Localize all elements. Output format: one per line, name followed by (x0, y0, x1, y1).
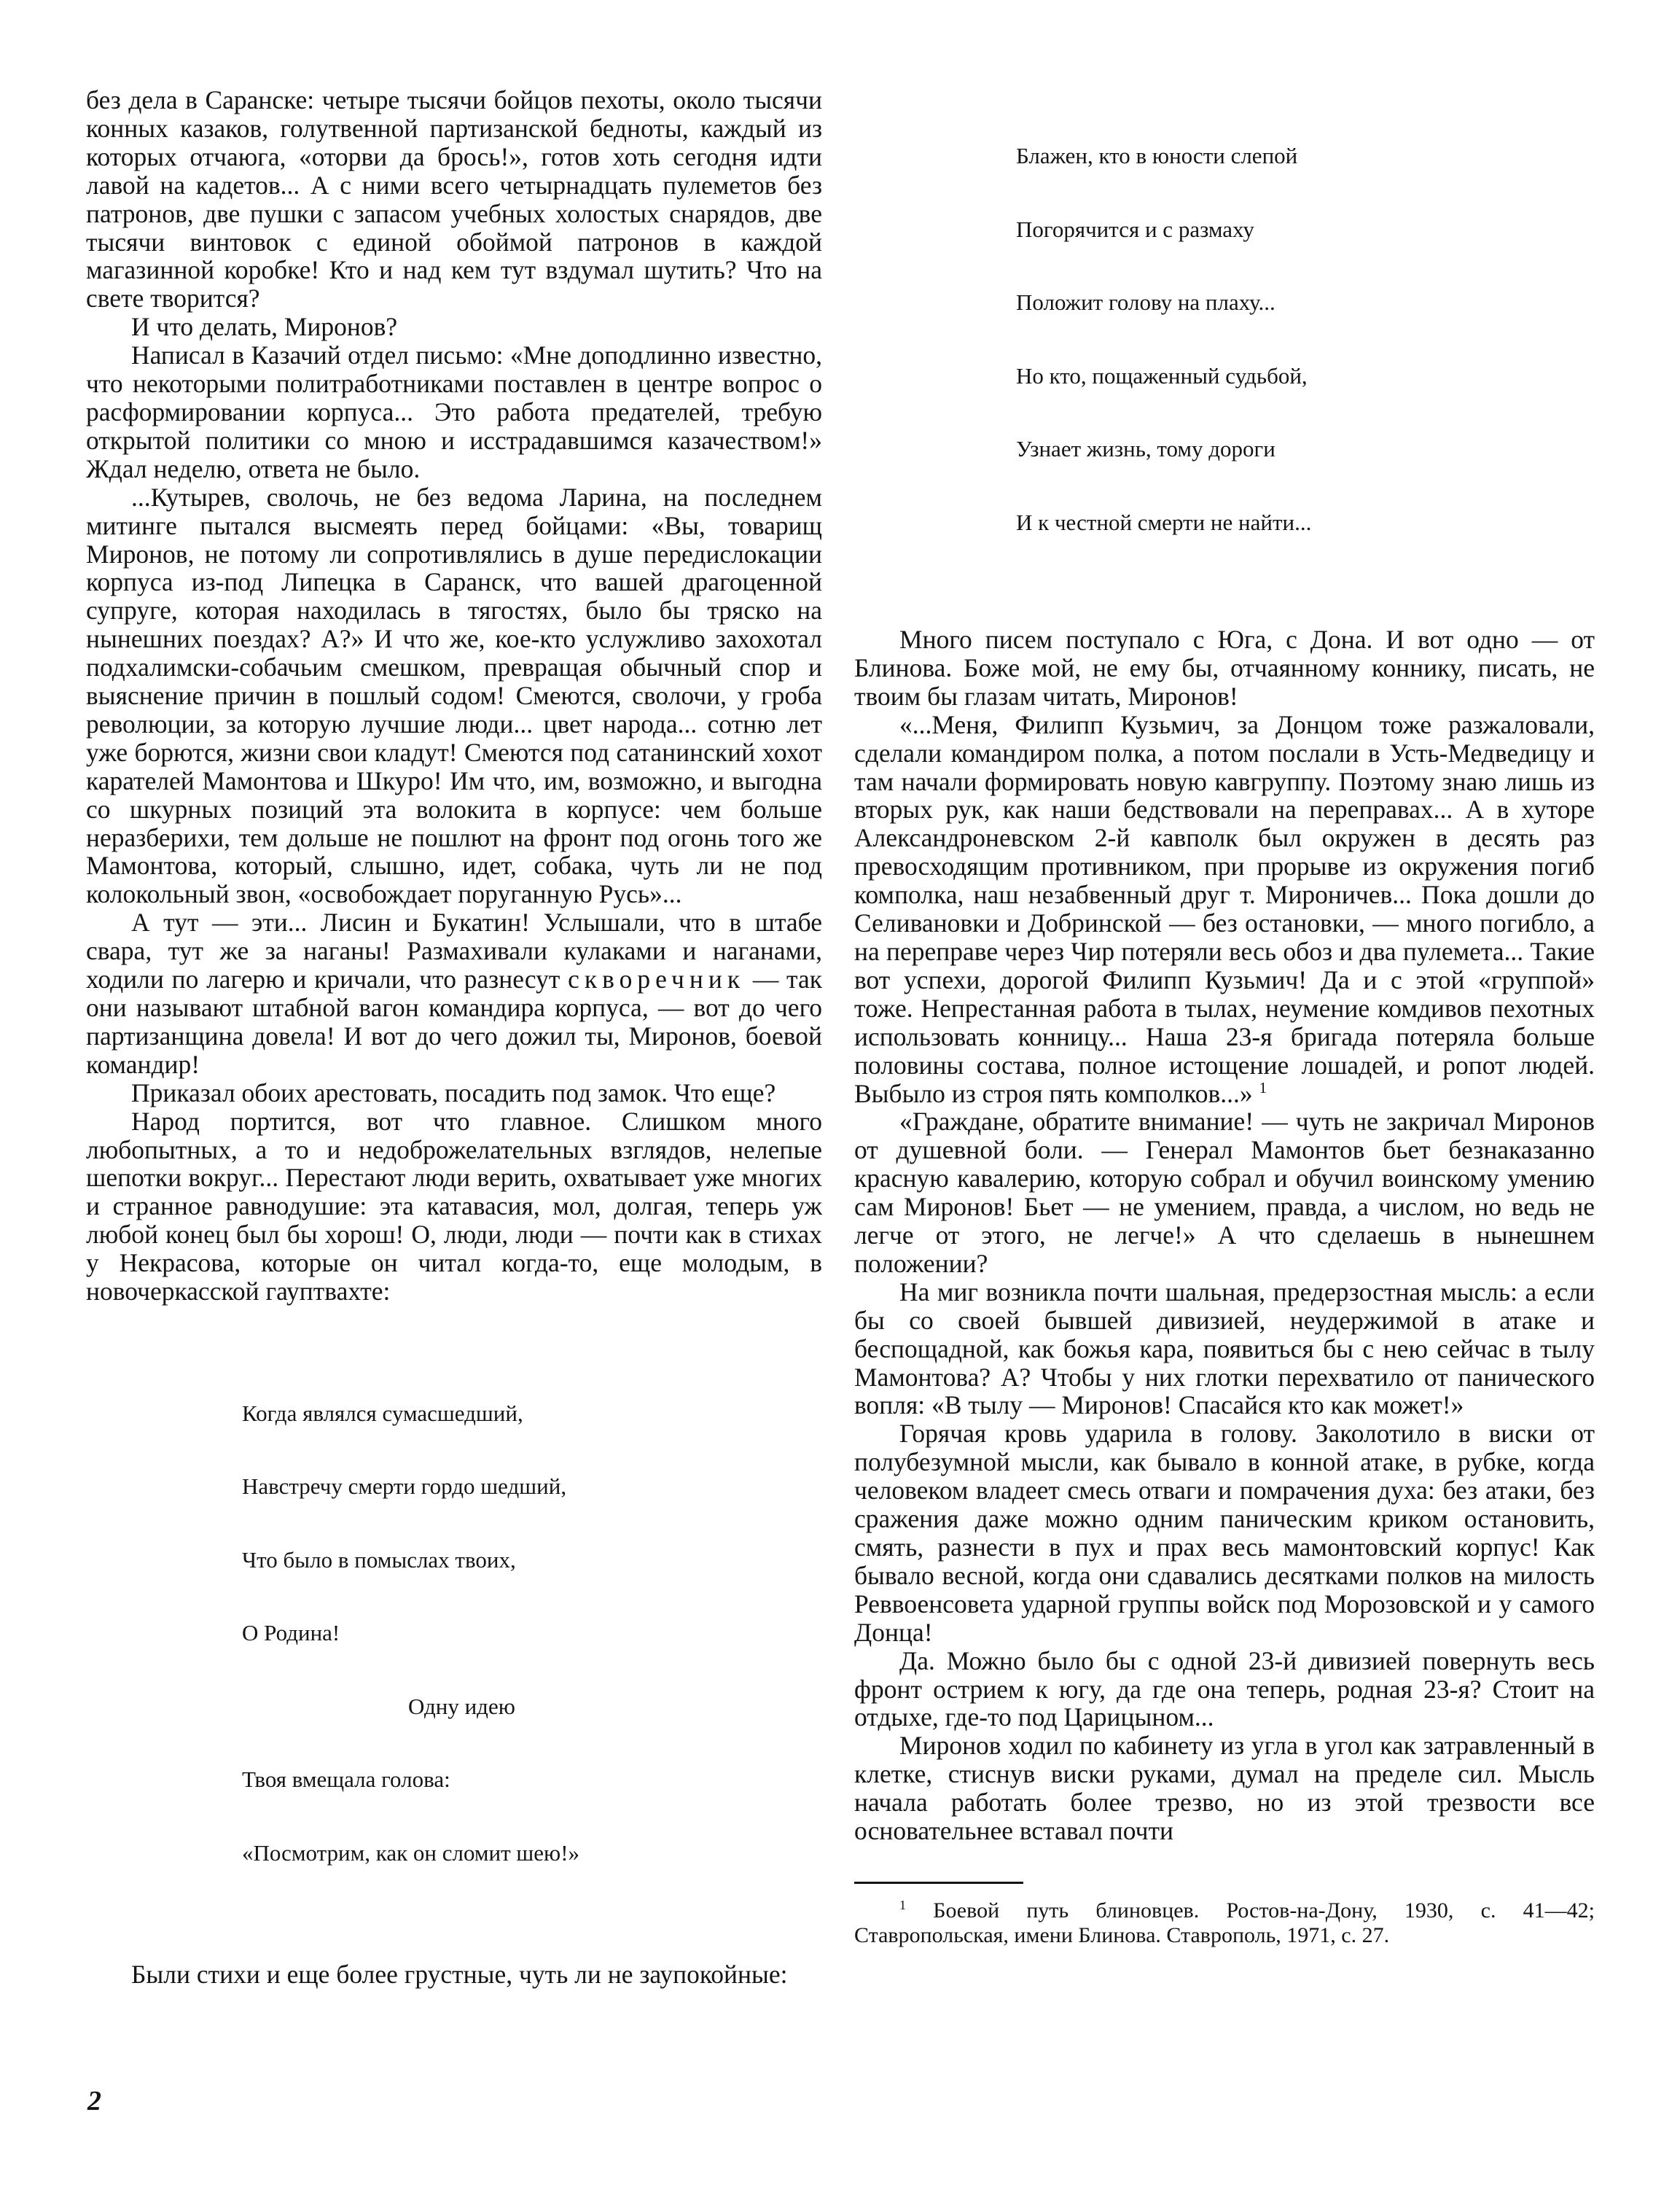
verse-blazhen (1016, 95, 1595, 583)
verse-line: Узнает жизнь, тому дороги (1016, 436, 1275, 461)
footnote-divider (854, 1882, 1023, 1884)
right-column (854, 95, 1595, 1948)
paragraph (854, 711, 1595, 1108)
paragraph (86, 908, 822, 1078)
verse-line: Погорячится и с размаху (1016, 216, 1254, 242)
verse-nekrasov (242, 1352, 822, 1914)
paragraph: Да. Можно было бы с одной 23-й дивизией повернуть весь фронт острием к югу, да где она теперь, родная 23-я? Стоит на отдыхе, где-то под Царицыном... (854, 1645, 1595, 1732)
footnote-text: Боевой путь блиновцев. Ростов-на-Дону, 1930, с. 41—42; Ставропольская, имени Блинова. Ставрополь, 1971, с. 27. (854, 1898, 1595, 1947)
paragraph: Были стихи и еще более грустные, чуть ли не заупокойные: (131, 1960, 788, 1990)
verse-line: Навстречу смерти гордо шедший, (242, 1473, 567, 1500)
verse-line: Одну идею (408, 1693, 515, 1719)
text-run: «...Меня, Филипп Кузьмич, за Донцом тоже разжаловали, сделали командиром полка, а потом послали в Усть-Медведицу и там начали формировать новую кавгруппу. Поэтому знаю лишь из вторых рук, как наши бедствовали на переправах... А в хуторе Александроневском 2-й кавполк был окружен в десять раз превосходящим противником, при прорыве из окружения погиб комполка, наш незабвенный друг т. Мироничев... Пока дошли до Селивановки и Добринской — без остановки, — много погибло, а на переправе через Чир потеряли весь обоз и два пулемета... Такие вот успехи, дорогой Филипп Кузьмич! Да и с этой «группой» тоже. Непрестанная работа в тылах, неумение комдивов пехотных использовать конницу... Наша 23-я бригада потеряла больше половины состава, полное истощение лошадей, и ропот людей. Выбыло из строя пять комполков...» (854, 709, 1595, 1108)
footnote-mark: 1 (899, 1897, 906, 1912)
paragraph: И что делать, Миронов? (131, 312, 398, 342)
text-run: А тут — эти... Лисин и Букатин! Услышали, что в штабе свара, тут же за наганы! Размахивали кулаками и наганами, ходили по лагерю и кричали, что разнесут (86, 908, 822, 994)
footnote (854, 1898, 1595, 1948)
verse-line: «Посмотрим, как он сломит шею!» (242, 1839, 580, 1866)
paragraph: ...Кутырев, сволочь, не без ведома Ларина, на последнем митинге пытался высмеять перед бойцами: «Вы, товарищ Миронов, не потому ли сопротивлялись в душе передислокации корпуса из-под Липецка в Саранск, что вашей драгоценной супруге, которая находилась в тягостях, было бы тряско на нынешних поездах? А?» И что же, кое-кто услужливо захохотал подхалимски-собачьим смешком, превращая обычный спор и выяснение причин в пошлый содом! Смеются, сволочи, у гроба революции, за которую лучшие люди... цвет народа... сотню лет уже борются, жизни свои кладут! Смеются под сатанинский хохот карателей Мамонтова и Шкуро! Им что, им, возможно, и выгодна со шкурных позиций эта волокита в корпусе: чем больше неразберихи, тем дольше не пошлют на фронт под огонь того же Мамонтова, который, слышно, идет, собака, чуть ли не под колокольный звон, «освобождает поруганную Русь»... (86, 482, 822, 909)
paragraph: Много писем поступало с Юга, с Дона. И вот одно — от Блинова. Боже мой, не ему бы, отчаянному коннику, писать, не твоим бы глазам читать, Миронов! (854, 625, 1595, 711)
paragraph: На миг возникла почти шальная, предерзостная мысль: а если бы со своей бывшей дивизией, неудержимой в атаке и беспощадной, как божья кара, появиться бы с нею сейчас в тылу Мамонтова? А? Чтобы у них глотки перехватило от панического вопля: «В тылу — Миронов! Спасайся кто как может!» (854, 1277, 1595, 1420)
verse-line: Твоя вмещала голова: (242, 1766, 450, 1793)
footnote-reference[interactable]: 1 (1259, 1078, 1267, 1096)
verse-line: Когда являлся сумасшедший, (242, 1400, 523, 1426)
verse-line: Блажен, кто в юности слепой (1016, 143, 1298, 168)
verse-line: Что было в помыслах твоих, (242, 1546, 516, 1573)
paragraph: Горячая кровь ударила в голову. Заколотило в виски от полубезумной мысли, как бывало в конной атаке, в рубке, когда человеком владеет смесь отваги и помрачения духа: без атаки, без сражения даже можно одним паническим криком остановить, смять, разнести в пух и прах весь мамонтовский корпус! Как бывало весной, когда они сдавались десятками полков на милость Реввоенсовета ударной группы войск под Морозовской и у самого Донца! (854, 1419, 1595, 1647)
paragraph: Приказал обоих арестовать, посадить под замок. Что еще? (131, 1078, 776, 1107)
paragraph: Написал в Казачий отдел письмо: «Мне доподлинно известно, что некоторыми политработниками поставлен в центре вопрос о расформировании корпуса... Это работа предателей, требую открытой политики со мною и исстрадавшимся казачеством!» Ждал неделю, ответа не было. (86, 340, 822, 483)
verse-line: О Родина! (242, 1620, 340, 1646)
spaced-word: скворечник (568, 965, 746, 994)
paragraph: «Граждане, обратите внимание! — чуть не закричал Миронов от душевной боли. — Генерал Мамонтов бьет безнаказанно красную кавалерию, которую собрал и обучил воинскому умению сам Миронов! Бьет — не умением, правда, а числом, но ведь не легче от этого, не легче!» А что сделаешь в нынешнем положении? (854, 1107, 1595, 1278)
left-column (86, 86, 822, 1989)
page-number: 2 (87, 2086, 101, 2116)
verse-line: И к честной смерти не найти... (1016, 509, 1312, 535)
paragraph: Миронов ходил по кабинету из угла в угол как затравленный в клетке, стиснув виски руками, думал на пределе сил. Мысль начала работать более трезво, но из этой трезвости все основательнее вставал почти (854, 1731, 1595, 1846)
verse-line: Но кто, пощаженный судьбой, (1016, 362, 1308, 389)
paragraph: без дела в Саранске: четыре тысячи бойцов пехоты, около тысячи конных казаков, голутвенной партизанской бедноты, каждый из которых отчаюга, «оторви да брось!», готов хоть сегодня идти лавой на кадетов... А с ними всего четырнадцать пулеметов без патронов, две пушки с запасом учебных холостых снарядов, две тысячи винтовок с единой обоймой патронов в каждой магазинной коробке! Кто и над кем тут вздумал шутить? Что на свете творится? (86, 85, 822, 313)
text-run: — так они называют штабной вагон командира корпуса, — вот до чего партизанщина довела! И вот до чего дожил ты, Миронов, боевой командир! (86, 965, 822, 1079)
verse-line: Положит голову на плаху... (1016, 289, 1275, 315)
paragraph: Народ портится, вот что главное. Слишком много любопытных, а то и недоброжелательных взглядов, нелепые шепотки вокруг... Перестают люди верить, охватывает уже многих и странное равнодушие: эта катавасия, мол, долгая, теперь уж любой конец был бы хорош! О, люди, люди — почти как в стихах у Некрасова, которые он читал когда-то, еще молодым, в новочеркасской гауптвахте: (86, 1106, 822, 1306)
